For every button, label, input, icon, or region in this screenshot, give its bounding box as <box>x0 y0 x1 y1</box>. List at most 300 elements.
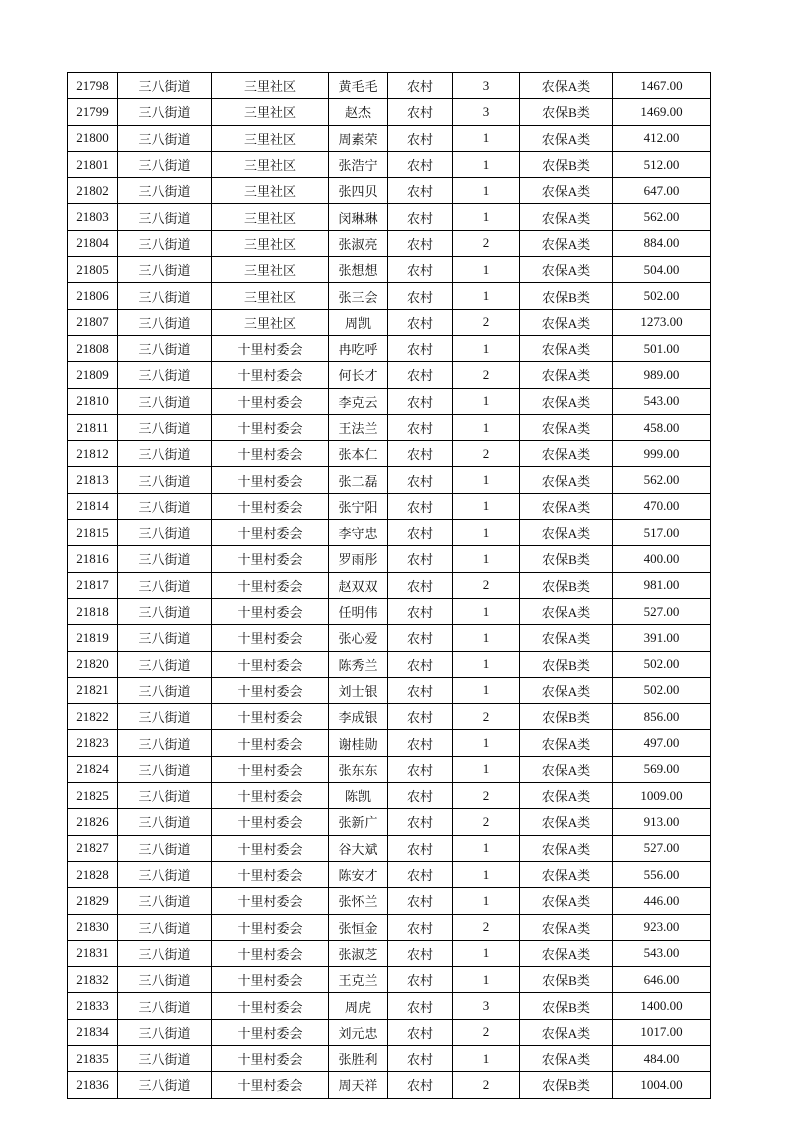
cell-person-count: 2 <box>453 441 520 467</box>
cell-street: 三八街道 <box>118 1072 212 1098</box>
cell-person-name: 张怀兰 <box>329 888 388 914</box>
table-row <box>68 493 711 519</box>
table-row <box>68 99 711 125</box>
cell-street: 三八街道 <box>118 809 212 835</box>
cell-insurance-class: 农保A类 <box>520 335 613 361</box>
cell-person-name: 周凯 <box>329 309 388 335</box>
cell-street: 三八街道 <box>118 493 212 519</box>
table-row <box>68 861 711 887</box>
cell-street: 三八街道 <box>118 783 212 809</box>
cell-person-count: 1 <box>453 414 520 440</box>
cell-person-name: 何长才 <box>329 362 388 388</box>
cell-person-name: 刘士银 <box>329 677 388 703</box>
cell-person-count: 1 <box>453 178 520 204</box>
cell-street: 三八街道 <box>118 230 212 256</box>
cell-person-name: 周素荣 <box>329 125 388 151</box>
cell-amount: 647.00 <box>613 178 711 204</box>
cell-record-id: 21809 <box>68 362 118 388</box>
cell-village: 十里村委会 <box>212 388 329 414</box>
cell-amount: 502.00 <box>613 677 711 703</box>
cell-insurance-class: 农保A类 <box>520 677 613 703</box>
cell-village: 三里社区 <box>212 257 329 283</box>
cell-household-type: 农村 <box>388 730 453 756</box>
cell-household-type: 农村 <box>388 414 453 440</box>
records-table <box>67 72 711 1099</box>
table-row <box>68 783 711 809</box>
cell-record-id: 21814 <box>68 493 118 519</box>
cell-street: 三八街道 <box>118 283 212 309</box>
cell-person-name: 冉吃呼 <box>329 335 388 361</box>
cell-person-count: 1 <box>453 940 520 966</box>
cell-record-id: 21828 <box>68 861 118 887</box>
cell-insurance-class: 农保B类 <box>520 967 613 993</box>
cell-village: 三里社区 <box>212 283 329 309</box>
cell-record-id: 21802 <box>68 178 118 204</box>
cell-record-id: 21832 <box>68 967 118 993</box>
cell-record-id: 21836 <box>68 1072 118 1098</box>
cell-street: 三八街道 <box>118 309 212 335</box>
cell-person-count: 1 <box>453 467 520 493</box>
cell-record-id: 21835 <box>68 1045 118 1071</box>
cell-street: 三八街道 <box>118 1019 212 1045</box>
cell-household-type: 农村 <box>388 677 453 703</box>
cell-amount: 562.00 <box>613 204 711 230</box>
cell-insurance-class: 农保A类 <box>520 309 613 335</box>
cell-record-id: 21803 <box>68 204 118 230</box>
cell-street: 三八街道 <box>118 335 212 361</box>
cell-person-name: 王法兰 <box>329 414 388 440</box>
cell-village: 三里社区 <box>212 230 329 256</box>
cell-person-name: 张宁阳 <box>329 493 388 519</box>
cell-insurance-class: 农保A类 <box>520 388 613 414</box>
cell-record-id: 21815 <box>68 520 118 546</box>
cell-record-id: 21826 <box>68 809 118 835</box>
cell-person-count: 1 <box>453 967 520 993</box>
cell-household-type: 农村 <box>388 283 453 309</box>
cell-person-name: 张四贝 <box>329 178 388 204</box>
cell-household-type: 农村 <box>388 178 453 204</box>
cell-amount: 484.00 <box>613 1045 711 1071</box>
cell-insurance-class: 农保A类 <box>520 520 613 546</box>
cell-record-id: 21808 <box>68 335 118 361</box>
cell-person-name: 王克兰 <box>329 967 388 993</box>
table-row <box>68 151 711 177</box>
cell-household-type: 农村 <box>388 940 453 966</box>
cell-person-count: 2 <box>453 783 520 809</box>
cell-street: 三八街道 <box>118 861 212 887</box>
cell-person-count: 2 <box>453 362 520 388</box>
cell-household-type: 农村 <box>388 1072 453 1098</box>
cell-village: 三里社区 <box>212 99 329 125</box>
cell-person-count: 2 <box>453 1072 520 1098</box>
cell-person-count: 1 <box>453 520 520 546</box>
cell-person-name: 任明伟 <box>329 598 388 624</box>
cell-street: 三八街道 <box>118 388 212 414</box>
cell-person-count: 1 <box>453 125 520 151</box>
cell-village: 十里村委会 <box>212 1072 329 1098</box>
cell-person-name: 张胜利 <box>329 1045 388 1071</box>
table-row <box>68 888 711 914</box>
table-row <box>68 414 711 440</box>
cell-person-name: 谢桂勋 <box>329 730 388 756</box>
cell-insurance-class: 农保A类 <box>520 204 613 230</box>
cell-record-id: 21800 <box>68 125 118 151</box>
cell-person-count: 3 <box>453 73 520 99</box>
cell-amount: 527.00 <box>613 598 711 624</box>
cell-insurance-class: 农保A类 <box>520 1019 613 1045</box>
cell-record-id: 21824 <box>68 756 118 782</box>
cell-record-id: 21811 <box>68 414 118 440</box>
cell-village: 十里村委会 <box>212 335 329 361</box>
cell-street: 三八街道 <box>118 625 212 651</box>
cell-record-id: 21813 <box>68 467 118 493</box>
cell-insurance-class: 农保A类 <box>520 257 613 283</box>
cell-street: 三八街道 <box>118 730 212 756</box>
cell-record-id: 21834 <box>68 1019 118 1045</box>
cell-village: 十里村委会 <box>212 783 329 809</box>
cell-person-name: 张心爱 <box>329 625 388 651</box>
cell-person-count: 1 <box>453 756 520 782</box>
cell-village: 十里村委会 <box>212 441 329 467</box>
cell-insurance-class: 农保A类 <box>520 835 613 861</box>
cell-record-id: 21806 <box>68 283 118 309</box>
cell-insurance-class: 农保B类 <box>520 1072 613 1098</box>
cell-amount: 1009.00 <box>613 783 711 809</box>
cell-insurance-class: 农保A类 <box>520 783 613 809</box>
cell-street: 三八街道 <box>118 704 212 730</box>
cell-street: 三八街道 <box>118 572 212 598</box>
table-row <box>68 1072 711 1098</box>
table-row <box>68 441 711 467</box>
cell-street: 三八街道 <box>118 204 212 230</box>
table-row <box>68 362 711 388</box>
cell-household-type: 农村 <box>388 756 453 782</box>
cell-village: 十里村委会 <box>212 861 329 887</box>
cell-insurance-class: 农保B类 <box>520 572 613 598</box>
cell-record-id: 21805 <box>68 257 118 283</box>
table-row <box>68 940 711 966</box>
cell-street: 三八街道 <box>118 441 212 467</box>
cell-person-name: 张淑芝 <box>329 940 388 966</box>
cell-amount: 502.00 <box>613 283 711 309</box>
cell-village: 十里村委会 <box>212 914 329 940</box>
cell-person-name: 张想想 <box>329 257 388 283</box>
table-row <box>68 756 711 782</box>
cell-household-type: 农村 <box>388 388 453 414</box>
cell-amount: 1467.00 <box>613 73 711 99</box>
cell-record-id: 21823 <box>68 730 118 756</box>
table-row <box>68 178 711 204</box>
cell-person-count: 1 <box>453 598 520 624</box>
cell-household-type: 农村 <box>388 783 453 809</box>
cell-insurance-class: 农保A类 <box>520 230 613 256</box>
cell-household-type: 农村 <box>388 362 453 388</box>
cell-village: 三里社区 <box>212 73 329 99</box>
cell-insurance-class: 农保A类 <box>520 125 613 151</box>
table-row <box>68 309 711 335</box>
cell-insurance-class: 农保A类 <box>520 888 613 914</box>
cell-person-count: 2 <box>453 309 520 335</box>
cell-street: 三八街道 <box>118 99 212 125</box>
cell-village: 十里村委会 <box>212 1019 329 1045</box>
cell-street: 三八街道 <box>118 520 212 546</box>
cell-amount: 1017.00 <box>613 1019 711 1045</box>
cell-person-name: 赵双双 <box>329 572 388 598</box>
table-row <box>68 598 711 624</box>
cell-person-name: 张淑亮 <box>329 230 388 256</box>
cell-person-name: 闵琳琳 <box>329 204 388 230</box>
cell-record-id: 21817 <box>68 572 118 598</box>
cell-record-id: 21801 <box>68 151 118 177</box>
table-row <box>68 651 711 677</box>
cell-household-type: 农村 <box>388 914 453 940</box>
cell-street: 三八街道 <box>118 178 212 204</box>
cell-person-count: 1 <box>453 835 520 861</box>
cell-amount: 502.00 <box>613 651 711 677</box>
cell-person-count: 1 <box>453 283 520 309</box>
cell-village: 十里村委会 <box>212 967 329 993</box>
cell-street: 三八街道 <box>118 125 212 151</box>
cell-village: 十里村委会 <box>212 809 329 835</box>
cell-village: 十里村委会 <box>212 756 329 782</box>
cell-insurance-class: 农保B类 <box>520 283 613 309</box>
cell-street: 三八街道 <box>118 257 212 283</box>
cell-household-type: 农村 <box>388 204 453 230</box>
cell-village: 三里社区 <box>212 178 329 204</box>
cell-person-count: 1 <box>453 257 520 283</box>
cell-street: 三八街道 <box>118 362 212 388</box>
cell-amount: 999.00 <box>613 441 711 467</box>
cell-village: 十里村委会 <box>212 572 329 598</box>
cell-person-count: 1 <box>453 388 520 414</box>
cell-street: 三八街道 <box>118 467 212 493</box>
cell-village: 十里村委会 <box>212 730 329 756</box>
cell-person-name: 刘元忠 <box>329 1019 388 1045</box>
cell-insurance-class: 农保A类 <box>520 414 613 440</box>
cell-amount: 923.00 <box>613 914 711 940</box>
cell-street: 三八街道 <box>118 888 212 914</box>
cell-person-count: 3 <box>453 993 520 1019</box>
cell-person-name: 李成银 <box>329 704 388 730</box>
table-row <box>68 993 711 1019</box>
cell-insurance-class: 农保B类 <box>520 651 613 677</box>
cell-person-name: 张新广 <box>329 809 388 835</box>
cell-insurance-class: 农保A类 <box>520 441 613 467</box>
cell-village: 三里社区 <box>212 151 329 177</box>
cell-record-id: 21818 <box>68 598 118 624</box>
cell-person-count: 2 <box>453 572 520 598</box>
cell-household-type: 农村 <box>388 861 453 887</box>
table-row <box>68 388 711 414</box>
cell-amount: 512.00 <box>613 151 711 177</box>
cell-insurance-class: 农保A类 <box>520 940 613 966</box>
cell-amount: 884.00 <box>613 230 711 256</box>
cell-person-name: 周天祥 <box>329 1072 388 1098</box>
table-row <box>68 1019 711 1045</box>
cell-record-id: 21816 <box>68 546 118 572</box>
cell-insurance-class: 农保A类 <box>520 1045 613 1071</box>
cell-village: 十里村委会 <box>212 993 329 1019</box>
cell-amount: 556.00 <box>613 861 711 887</box>
cell-village: 十里村委会 <box>212 467 329 493</box>
cell-street: 三八街道 <box>118 756 212 782</box>
cell-record-id: 21830 <box>68 914 118 940</box>
cell-person-count: 1 <box>453 730 520 756</box>
cell-amount: 446.00 <box>613 888 711 914</box>
cell-household-type: 农村 <box>388 99 453 125</box>
cell-person-name: 陈凯 <box>329 783 388 809</box>
cell-person-name: 赵杰 <box>329 99 388 125</box>
cell-person-count: 2 <box>453 914 520 940</box>
cell-household-type: 农村 <box>388 993 453 1019</box>
cell-person-count: 1 <box>453 151 520 177</box>
cell-person-count: 1 <box>453 335 520 361</box>
cell-record-id: 21807 <box>68 309 118 335</box>
cell-village: 十里村委会 <box>212 1045 329 1071</box>
cell-village: 三里社区 <box>212 125 329 151</box>
cell-street: 三八街道 <box>118 914 212 940</box>
cell-person-name: 陈秀兰 <box>329 651 388 677</box>
cell-insurance-class: 农保A类 <box>520 493 613 519</box>
cell-person-name: 张本仁 <box>329 441 388 467</box>
cell-person-name: 罗雨彤 <box>329 546 388 572</box>
cell-household-type: 农村 <box>388 335 453 361</box>
table-row <box>68 257 711 283</box>
cell-household-type: 农村 <box>388 546 453 572</box>
cell-person-count: 1 <box>453 1045 520 1071</box>
cell-record-id: 21827 <box>68 835 118 861</box>
cell-insurance-class: 农保A类 <box>520 598 613 624</box>
cell-street: 三八街道 <box>118 1045 212 1071</box>
cell-household-type: 农村 <box>388 809 453 835</box>
cell-household-type: 农村 <box>388 572 453 598</box>
cell-amount: 543.00 <box>613 940 711 966</box>
cell-amount: 497.00 <box>613 730 711 756</box>
cell-amount: 913.00 <box>613 809 711 835</box>
cell-person-name: 李守忠 <box>329 520 388 546</box>
cell-insurance-class: 农保A类 <box>520 809 613 835</box>
cell-insurance-class: 农保A类 <box>520 362 613 388</box>
cell-street: 三八街道 <box>118 967 212 993</box>
cell-household-type: 农村 <box>388 257 453 283</box>
cell-household-type: 农村 <box>388 1045 453 1071</box>
cell-amount: 1469.00 <box>613 99 711 125</box>
cell-person-name: 张浩宁 <box>329 151 388 177</box>
cell-amount: 981.00 <box>613 572 711 598</box>
table-row <box>68 835 711 861</box>
cell-village: 十里村委会 <box>212 625 329 651</box>
cell-village: 十里村委会 <box>212 835 329 861</box>
cell-person-count: 1 <box>453 625 520 651</box>
cell-amount: 412.00 <box>613 125 711 151</box>
cell-amount: 1004.00 <box>613 1072 711 1098</box>
table-row <box>68 546 711 572</box>
cell-insurance-class: 农保B类 <box>520 151 613 177</box>
cell-insurance-class: 农保A类 <box>520 914 613 940</box>
cell-insurance-class: 农保A类 <box>520 730 613 756</box>
cell-amount: 501.00 <box>613 335 711 361</box>
table-row <box>68 704 711 730</box>
cell-insurance-class: 农保B类 <box>520 993 613 1019</box>
cell-street: 三八街道 <box>118 651 212 677</box>
cell-household-type: 农村 <box>388 73 453 99</box>
cell-record-id: 21798 <box>68 73 118 99</box>
cell-street: 三八街道 <box>118 73 212 99</box>
cell-insurance-class: 农保B类 <box>520 704 613 730</box>
cell-household-type: 农村 <box>388 704 453 730</box>
cell-village: 十里村委会 <box>212 888 329 914</box>
cell-street: 三八街道 <box>118 835 212 861</box>
cell-person-count: 1 <box>453 204 520 230</box>
cell-person-count: 2 <box>453 704 520 730</box>
cell-household-type: 农村 <box>388 1019 453 1045</box>
cell-household-type: 农村 <box>388 493 453 519</box>
cell-person-count: 1 <box>453 546 520 572</box>
table-row <box>68 625 711 651</box>
table-row <box>68 125 711 151</box>
cell-record-id: 21831 <box>68 940 118 966</box>
cell-person-name: 陈安才 <box>329 861 388 887</box>
table-row <box>68 335 711 361</box>
cell-household-type: 农村 <box>388 967 453 993</box>
cell-record-id: 21825 <box>68 783 118 809</box>
cell-person-count: 1 <box>453 493 520 519</box>
cell-street: 三八街道 <box>118 993 212 1019</box>
cell-insurance-class: 农保B类 <box>520 99 613 125</box>
cell-person-count: 2 <box>453 230 520 256</box>
cell-record-id: 21833 <box>68 993 118 1019</box>
cell-household-type: 农村 <box>388 520 453 546</box>
cell-amount: 562.00 <box>613 467 711 493</box>
cell-village: 十里村委会 <box>212 598 329 624</box>
cell-household-type: 农村 <box>388 125 453 151</box>
cell-person-name: 黄毛毛 <box>329 73 388 99</box>
table-row <box>68 230 711 256</box>
cell-street: 三八街道 <box>118 598 212 624</box>
cell-amount: 646.00 <box>613 967 711 993</box>
cell-village: 十里村委会 <box>212 362 329 388</box>
cell-village: 十里村委会 <box>212 677 329 703</box>
cell-record-id: 21804 <box>68 230 118 256</box>
cell-village: 十里村委会 <box>212 520 329 546</box>
cell-person-name: 张恒金 <box>329 914 388 940</box>
cell-person-count: 3 <box>453 99 520 125</box>
cell-person-count: 1 <box>453 677 520 703</box>
cell-amount: 391.00 <box>613 625 711 651</box>
cell-person-count: 2 <box>453 1019 520 1045</box>
cell-person-count: 1 <box>453 651 520 677</box>
cell-insurance-class: 农保A类 <box>520 625 613 651</box>
cell-village: 十里村委会 <box>212 651 329 677</box>
cell-village: 三里社区 <box>212 204 329 230</box>
cell-person-name: 李克云 <box>329 388 388 414</box>
cell-record-id: 21820 <box>68 651 118 677</box>
cell-amount: 543.00 <box>613 388 711 414</box>
cell-person-name: 张二磊 <box>329 467 388 493</box>
cell-person-name: 张三会 <box>329 283 388 309</box>
cell-amount: 400.00 <box>613 546 711 572</box>
cell-household-type: 农村 <box>388 467 453 493</box>
cell-person-count: 1 <box>453 888 520 914</box>
cell-insurance-class: 农保A类 <box>520 756 613 782</box>
table-row <box>68 73 711 99</box>
cell-person-name: 张东东 <box>329 756 388 782</box>
cell-amount: 569.00 <box>613 756 711 782</box>
cell-amount: 458.00 <box>613 414 711 440</box>
cell-person-count: 2 <box>453 809 520 835</box>
cell-record-id: 21810 <box>68 388 118 414</box>
cell-village: 十里村委会 <box>212 704 329 730</box>
